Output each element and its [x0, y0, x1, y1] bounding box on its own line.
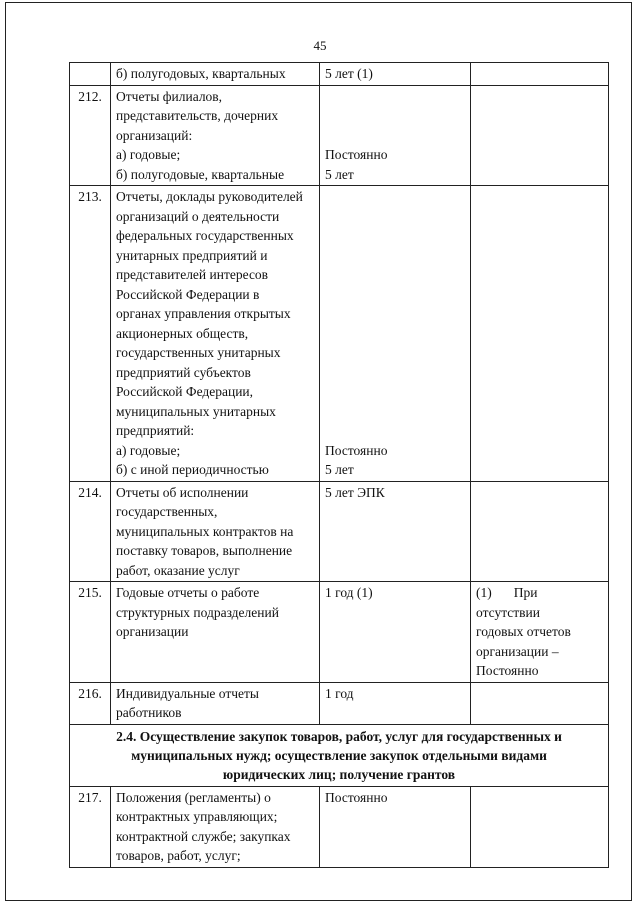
row-term: Постоянно 5 лет — [320, 85, 471, 186]
row-description: Положения (регламенты) о контрактных управляющих; контрактной службе; закупках товаров, работ, услуг; — [111, 786, 320, 867]
table-row — [70, 63, 609, 86]
row-term: 1 год — [320, 682, 471, 724]
row-number: 216. — [70, 682, 111, 724]
row-number: 212. — [70, 85, 111, 186]
row-description: Годовые отчеты о работе структурных подразделений организации — [111, 582, 320, 683]
row-description: Индивидуальные отчеты работников — [111, 682, 320, 724]
row-note: (1) При отсутствии годовых отчетов организации – Постоянно — [471, 582, 609, 683]
table-row — [70, 186, 609, 482]
row-description: Отчеты филиалов, представительств, дочерних организаций: а) годовые; б) полугодовые, квартальные — [111, 85, 320, 186]
row-term: 5 лет ЭПК — [320, 481, 471, 582]
row-description: Отчеты об исполнении государственных, муниципальных контрактов на поставку товаров, выполнение работ, оказание услуг — [111, 481, 320, 582]
row-note — [471, 786, 609, 867]
row-note — [471, 63, 609, 86]
table-row — [70, 85, 609, 186]
table-row — [70, 786, 609, 867]
table-row — [70, 481, 609, 582]
row-number — [70, 63, 111, 86]
retention-table — [69, 62, 609, 868]
row-number: 214. — [70, 481, 111, 582]
row-description: б) полугодовых, квартальных — [111, 63, 320, 86]
row-note — [471, 186, 609, 482]
page-number: 45 — [313, 38, 327, 53]
table-row — [70, 682, 609, 724]
row-note — [471, 481, 609, 582]
section-heading-row — [70, 724, 609, 786]
row-note — [471, 85, 609, 186]
section-heading: 2.4. Осуществление закупок товаров, работ, услуг для государственных и муниципальных нужд; осуществление закупок отдельными видами юридических лиц; получение грантов — [70, 724, 609, 786]
row-term: Постоянно 5 лет — [320, 186, 471, 482]
row-number: 215. — [70, 582, 111, 683]
table-row — [70, 582, 609, 683]
row-term: Постоянно — [320, 786, 471, 867]
row-number: 217. — [70, 786, 111, 867]
row-term: 1 год (1) — [320, 582, 471, 683]
row-description: Отчеты, доклады руководителей организаций о деятельности федеральных государственных унитарных предприятий и представителей интересов Российской Федерации в органах управления открытых акционерных обществ, государственных унитарных предприятий субъектов Российской Федерации, муниципальных унитарных предприятий: а) годовые; б) с иной периодичностью — [111, 186, 320, 482]
row-number: 213. — [70, 186, 111, 482]
row-term: 5 лет (1) — [320, 63, 471, 86]
row-note — [471, 682, 609, 724]
